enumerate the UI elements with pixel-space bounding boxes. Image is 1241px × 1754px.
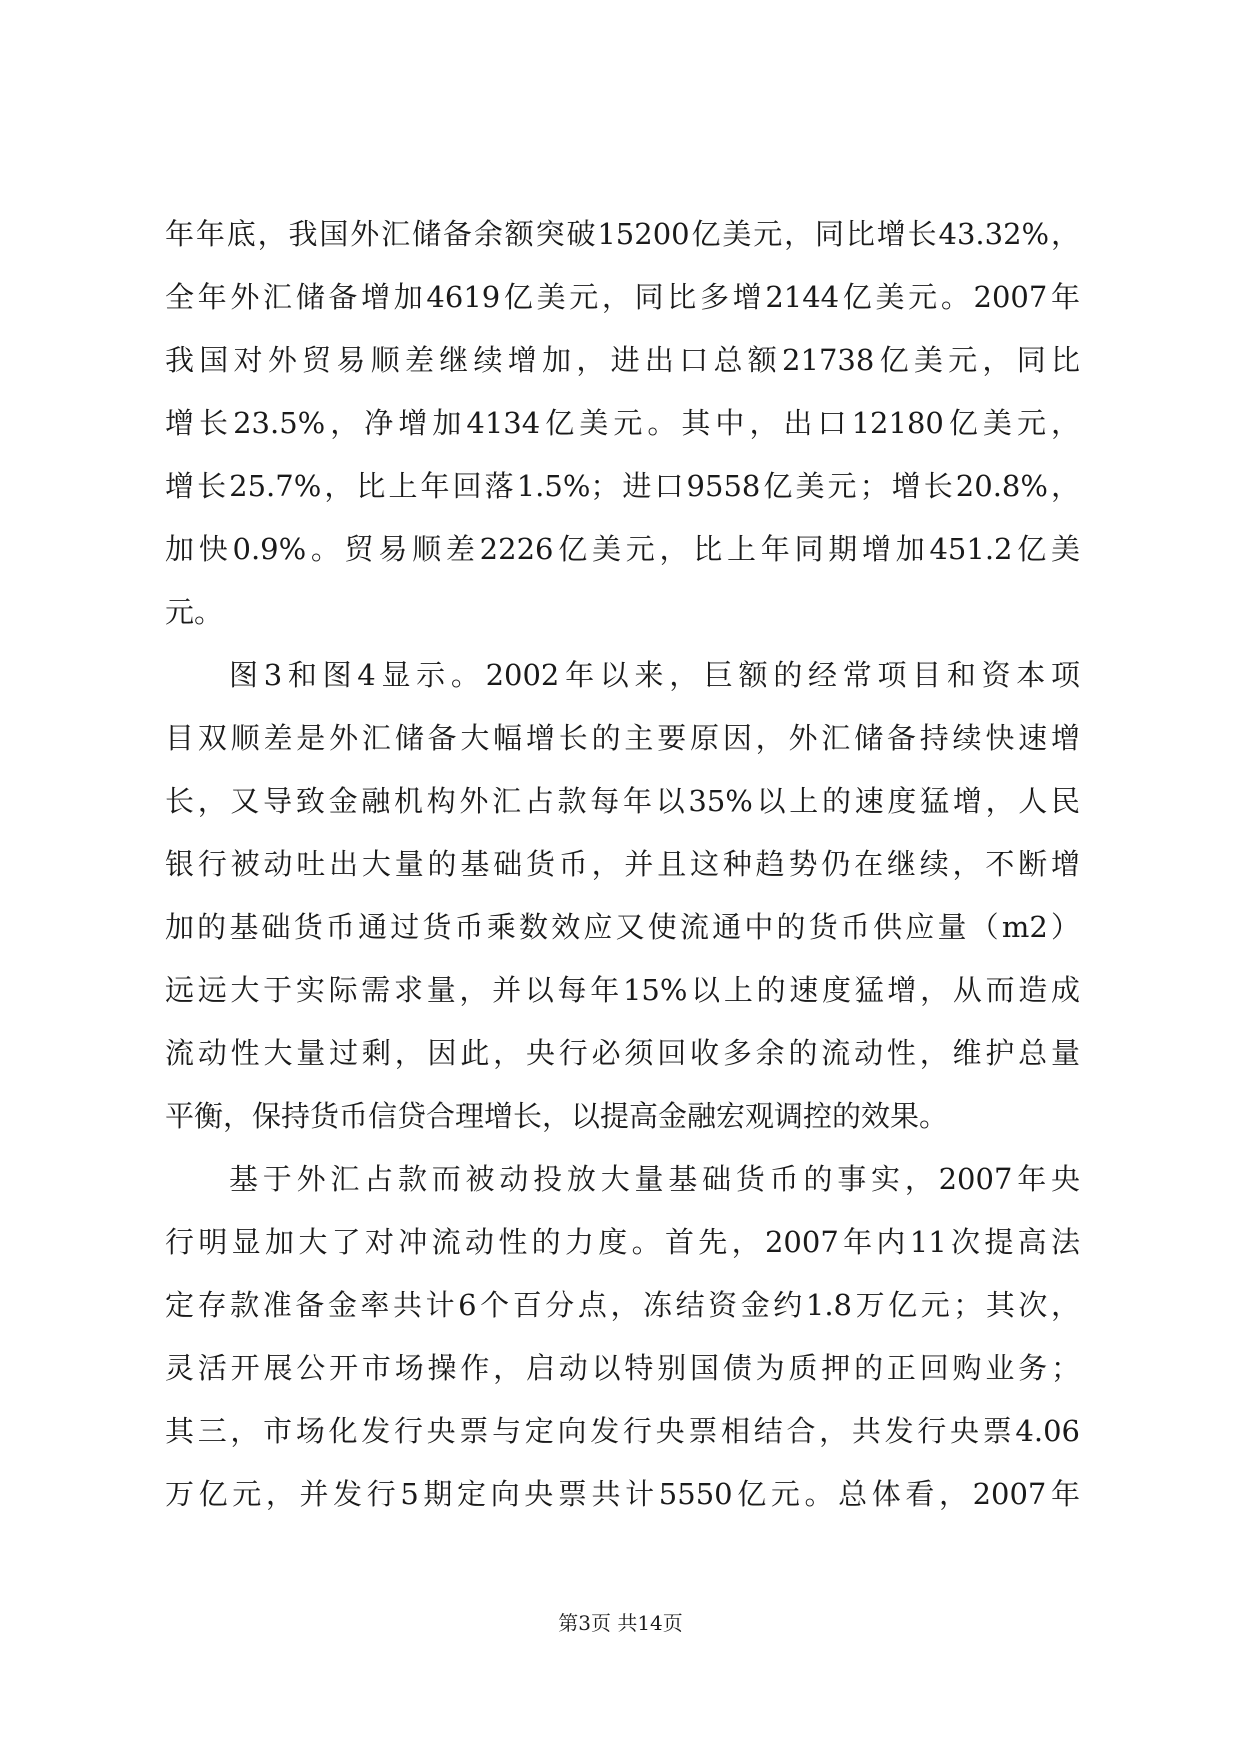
- text-line: 万亿元，并发行5期定向央票共计5550亿元。总体看，2007年: [165, 1477, 1080, 1511]
- text-line: 我国对外贸易顺差继续增加，进出口总额21738亿美元，同比: [165, 343, 1080, 377]
- paragraph-2: [165, 644, 1080, 1148]
- page-footer: [0, 1607, 1241, 1636]
- text-line: 远远大于实际需求量，并以每年15%以上的速度猛增，从而造成: [165, 973, 1080, 1007]
- text-line: 基于外汇占款而被动投放大量基础货币的事实，2007年央: [229, 1162, 1080, 1196]
- text-line: 平衡，保持货币信贷合理增长，以提高金融宏观调控的效果。: [165, 1099, 949, 1133]
- paragraph-1: [165, 203, 1080, 644]
- text-line: 行明显加大了对冲流动性的力度。首先，2007年内11次提高法: [165, 1225, 1080, 1259]
- paragraph-3: [165, 1148, 1080, 1526]
- page-number: 第3页 共14页: [558, 1611, 683, 1635]
- text-line: 增长23.5%，净增加4134亿美元。其中，出口12180亿美元，: [165, 406, 1080, 440]
- text-line: 银行被动吐出大量的基础货币，并且这种趋势仍在继续，不断增: [165, 847, 1080, 881]
- text-line: 年年底，我国外汇储备余额突破15200亿美元，同比增长43.32%，: [165, 217, 1080, 251]
- text-line: 加快0.9%。贸易顺差2226亿美元，比上年同期增加451.2亿美: [165, 532, 1080, 566]
- text-line: 定存款准备金率共计6个百分点，冻结资金约1.8万亿元；其次，: [165, 1288, 1080, 1322]
- text-line: 增长25.7%，比上年回落1.5%；进口9558亿美元；增长20.8%，: [165, 469, 1080, 503]
- page-body: [165, 203, 1080, 1526]
- text-line: 其三，市场化发行央票与定向发行央票相结合，共发行央票4.06: [165, 1414, 1080, 1448]
- text-line: 图3和图4显示。2002年以来，巨额的经常项目和资本项: [229, 658, 1080, 692]
- text-line: 灵活开展公开市场操作，启动以特别国债为质押的正回购业务；: [165, 1351, 1080, 1385]
- text-line: 加的基础货币通过货币乘数效应又使流通中的货币供应量（m2）: [165, 910, 1080, 944]
- text-line: 流动性大量过剩，因此，央行必须回收多余的流动性，维护总量: [165, 1036, 1080, 1070]
- text-line: 目双顺差是外汇储备大幅增长的主要原因，外汇储备持续快速增: [165, 721, 1080, 755]
- text-line: 全年外汇储备增加4619亿美元，同比多增2144亿美元。2007年: [165, 280, 1080, 314]
- text-line: 元。: [165, 595, 224, 629]
- text-line: 长，又导致金融机构外汇占款每年以35%以上的速度猛增，人民: [165, 784, 1080, 818]
